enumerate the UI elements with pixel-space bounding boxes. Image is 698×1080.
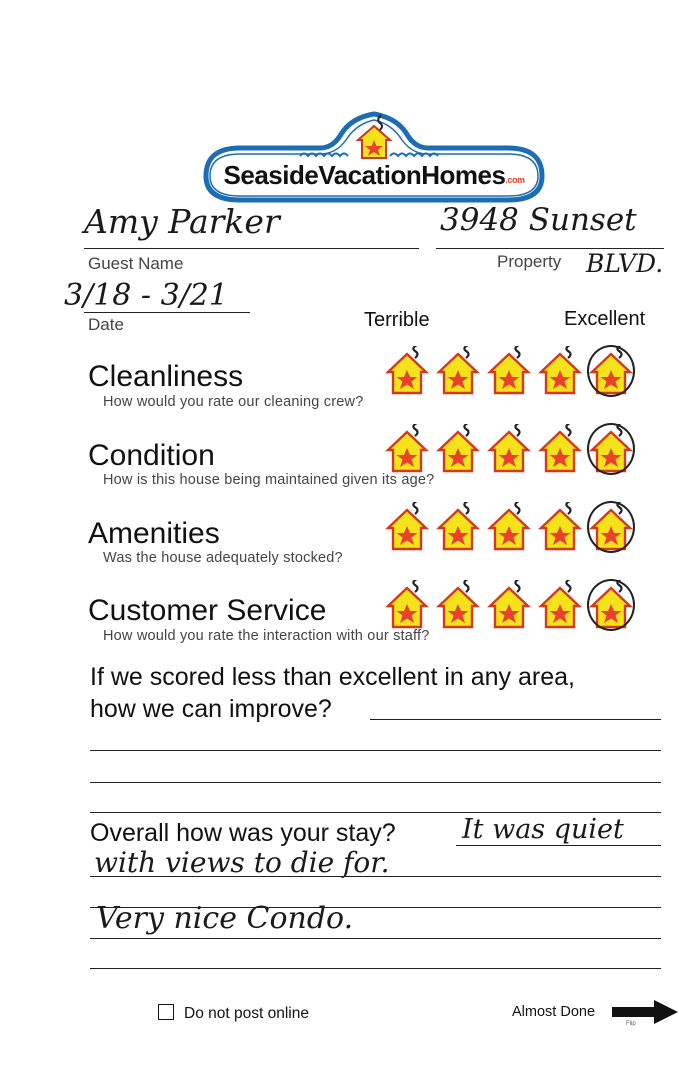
almost-done-label: Almost Done <box>512 1004 596 1020</box>
house-rating-icon[interactable] <box>537 424 583 474</box>
house-rating-icon[interactable] <box>486 424 532 474</box>
logo-text: SeasideVacationHomes.com <box>223 160 525 190</box>
category-title: Amenities <box>88 517 220 550</box>
house-rating-icon[interactable] <box>435 346 481 396</box>
flip-label: Flip <box>626 1021 636 1026</box>
scale-high-label: Excellent <box>564 308 646 330</box>
rating-row <box>384 496 644 556</box>
improve-answer-line[interactable] <box>90 782 661 783</box>
selected-rating-circle <box>587 345 635 397</box>
arrow-right-icon[interactable] <box>612 1000 678 1026</box>
category-question: How is this house being maintained given its age? <box>103 472 435 488</box>
date-label: Date <box>88 315 124 334</box>
overall-answer-line2: with views to die for. <box>94 846 390 879</box>
house-rating-icon[interactable] <box>486 502 532 552</box>
selected-rating-circle <box>587 423 635 475</box>
improve-answer-line[interactable] <box>90 750 661 751</box>
overall-answer-line[interactable] <box>90 938 661 939</box>
house-rating-icon[interactable] <box>384 502 430 552</box>
improve-question-line1: If we scored less than excellent in any area, <box>90 663 575 691</box>
category-title: Customer Service <box>88 594 327 627</box>
house-rating-icon[interactable] <box>384 580 430 630</box>
date-line <box>84 312 250 313</box>
guest-name-label: Guest Name <box>88 254 184 273</box>
date-value: 3/18 - 3/21 <box>64 278 228 313</box>
house-rating-icon[interactable] <box>384 346 430 396</box>
house-rating-icon[interactable] <box>486 580 532 630</box>
overall-answer-line[interactable] <box>90 907 661 908</box>
overall-answer-line1: It was quiet <box>462 814 624 845</box>
property-label: Property <box>497 252 562 271</box>
category-title: Condition <box>88 439 215 472</box>
house-rating-icon[interactable] <box>435 424 481 474</box>
property-value: 3948 Sunset <box>440 202 637 238</box>
selected-rating-circle <box>587 579 635 631</box>
house-rating-icon[interactable] <box>384 424 430 474</box>
guest-name-value: Amy Parker <box>84 202 280 241</box>
category-question: How would you rate our cleaning crew? <box>103 394 364 410</box>
rating-row <box>384 340 644 400</box>
house-rating-icon[interactable] <box>537 346 583 396</box>
house-rating-icon[interactable] <box>537 580 583 630</box>
category-question: Was the house adequately stocked? <box>103 550 343 566</box>
house-rating-icon[interactable] <box>435 502 481 552</box>
guest-name-line <box>84 248 419 249</box>
improve-question-line2: how we can improve? <box>90 695 332 723</box>
overall-answer-line[interactable] <box>90 968 661 969</box>
scale-low-label: Terrible <box>364 309 430 331</box>
overall-answer-line3: Very nice Condo. <box>96 901 354 936</box>
category-title: Cleanliness <box>88 360 244 393</box>
overall-answer-line[interactable] <box>456 845 661 846</box>
improve-answer-line[interactable] <box>90 812 661 813</box>
property-value-2: BLVD. <box>586 249 664 278</box>
selected-rating-circle <box>587 501 635 553</box>
rating-row <box>384 418 644 478</box>
do-not-post-checkbox[interactable] <box>158 1004 174 1020</box>
do-not-post-label: Do not post online <box>184 1005 309 1022</box>
house-rating-icon[interactable] <box>435 580 481 630</box>
category-question: How would you rate the interaction with our staff? <box>103 628 430 644</box>
rating-row <box>384 574 644 634</box>
overall-answer-line[interactable] <box>90 876 661 877</box>
house-rating-icon[interactable] <box>486 346 532 396</box>
overall-question: Overall how was your stay? <box>90 819 396 847</box>
house-rating-icon[interactable] <box>537 502 583 552</box>
brand-logo <box>200 104 548 204</box>
improve-answer-line[interactable] <box>370 719 661 720</box>
